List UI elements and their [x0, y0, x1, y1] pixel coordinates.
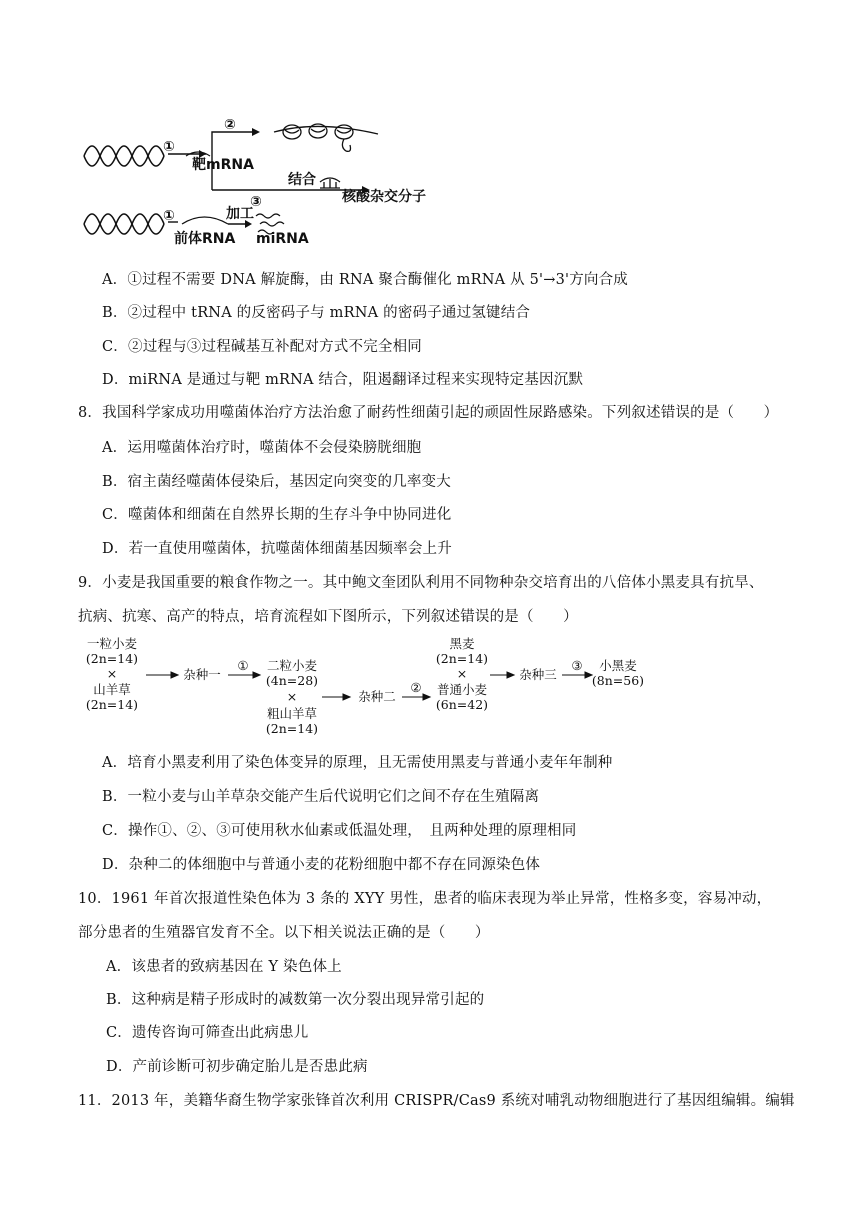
triticale-breeding-figure	[78, 632, 698, 742]
ribosome-icon	[274, 124, 378, 151]
figure1-step1-bottom-label: ①	[163, 208, 175, 224]
q10-option-c: C．遗传咨询可筛查出此病患儿	[106, 1025, 309, 1041]
hybrid2-label: 杂种二	[358, 689, 396, 704]
q7-option-c: C．②过程与③过程碱基互补配对方式不完全相同	[102, 339, 422, 355]
q8-option-c: C．噬菌体和细菌在自然界长期的生存斗争中协同进化	[102, 507, 452, 523]
q7-option-d: D．miRNA 是通过与靶 mRNA 结合，阻遏翻译过程来实现特定基因沉默	[102, 372, 584, 388]
hybrid-molecule-label: 核酸杂交分子	[342, 189, 426, 205]
figure1-step1-label: ①	[163, 139, 175, 155]
q8-stem: 8．我国科学家成功用噬菌体治疗方法治愈了耐药性细菌引起的顽固性尿路感染。下列叙述错误的是（ ）	[78, 405, 779, 421]
hybrid-molecule-icon	[320, 178, 340, 188]
einkorn-label: 一粒小麦	[86, 636, 138, 651]
figure2-step3-label: ③	[571, 658, 583, 673]
hybrid1-label: 杂种一	[183, 667, 221, 682]
q9-option-a: A．培育小黑麦利用了染色体变异的原理，且无需使用黑麦与普通小麦年年制种	[102, 755, 613, 771]
q8-option-a: A．运用噬菌体治疗时，噬菌体不会侵染膀胱细胞	[102, 440, 422, 456]
q10-option-b: B．这种病是精子形成时的减数第一次分裂出现异常引起的	[106, 992, 485, 1008]
precursor-rna-label: 前体RNA	[174, 231, 236, 247]
mirna-silencing-figure	[78, 112, 458, 252]
emmer-label: 二粒小麦	[266, 658, 318, 673]
q10-stem-line1: 10．1961 年首次报道性染色体为 3 条的 XYY 男性，患者的临床表现为举止异常，性格多变，容易冲动，	[78, 891, 772, 907]
triticale-chr-label: (8n=56)	[591, 673, 645, 688]
q10-option-a: A．该患者的致病基因在 Y 染色体上	[106, 959, 342, 975]
cross-symbol-2: ×	[286, 689, 298, 704]
mirna-label: miRNA	[256, 231, 309, 247]
q7-option-b: B．②过程中 tRNA 的反密码子与 mRNA 的密码子通过氢键结合	[102, 305, 531, 321]
figure1-step3-label: ③	[250, 194, 262, 210]
goatgrass-label: 山羊草	[93, 682, 131, 697]
tauschii-label: 粗山羊草	[266, 706, 318, 721]
figure2-step1-label: ①	[237, 658, 249, 673]
q9-option-c: C．操作①、②、③可使用秋水仙素或低温处理， 且两种处理的原理相同	[102, 823, 577, 839]
bind-label: 结合	[288, 172, 316, 188]
q9-stem-line2: 抗病、抗寒、高产的特点，培育流程如下图所示，下列叙述错误的是（ ）	[78, 609, 578, 625]
common-wheat-label: 普通小麦	[436, 682, 488, 697]
q9-option-b: B．一粒小麦与山羊草杂交能产生后代说明它们之间不存在生殖隔离	[102, 789, 540, 805]
target-mrna-label: 靶mRNA	[192, 157, 254, 173]
q7-option-a: A．①过程不需要 DNA 解旋酶，由 RNA 聚合酶催化 mRNA 从 5'→3'方向合成	[102, 272, 628, 288]
q8-option-d: D．若一直使用噬菌体，抗噬菌体细菌基因频率会上升	[102, 541, 452, 557]
figure1-step2-label: ②	[224, 117, 236, 133]
dna-helix-top	[84, 146, 164, 166]
goatgrass-chr-label: (2n=14)	[85, 697, 139, 712]
dna-helix-bottom	[84, 214, 164, 234]
einkorn-chr-label: (2n=14)	[85, 651, 139, 666]
common-wheat-chr-label: (6n=42)	[435, 697, 489, 712]
q10-option-d: D．产前诊断可初步确定胎儿是否患此病	[106, 1059, 368, 1075]
rye-chr-label: (2n=14)	[435, 651, 489, 666]
tauschii-chr-label: (2n=14)	[265, 721, 319, 736]
q9-stem-line1: 9．小麦是我国重要的粮食作物之一。其中鲍文奎团队利用不同物种杂交培育出的八倍体小黑麦具有抗旱、	[78, 575, 764, 591]
figure2-step2-label: ②	[410, 680, 422, 695]
q9-option-d: D．杂种二的体细胞中与普通小麦的花粉细胞中都不存在同源染色体	[102, 857, 541, 873]
cross-symbol-3: ×	[456, 666, 468, 681]
process-label: 加工	[226, 206, 254, 222]
q11-stem-line1: 11．2013 年，美籍华裔生物学家张锋首次利用 CRISPR/Cas9 系统对哺乳动物细胞进行了基因组编辑。编辑	[78, 1093, 795, 1109]
rye-label: 黑麦	[449, 636, 475, 651]
hybrid3-label: 杂种三	[519, 667, 557, 682]
q10-stem-line2: 部分患者的生殖器官发育不全。以下相关说法正确的是（ ）	[78, 925, 490, 941]
triticale-label: 小黑麦	[599, 658, 637, 673]
q8-option-b: B．宿主菌经噬菌体侵染后，基因定向突变的几率变大	[102, 474, 451, 490]
cross-symbol-1: ×	[106, 666, 118, 681]
emmer-chr-label: (4n=28)	[265, 673, 319, 688]
